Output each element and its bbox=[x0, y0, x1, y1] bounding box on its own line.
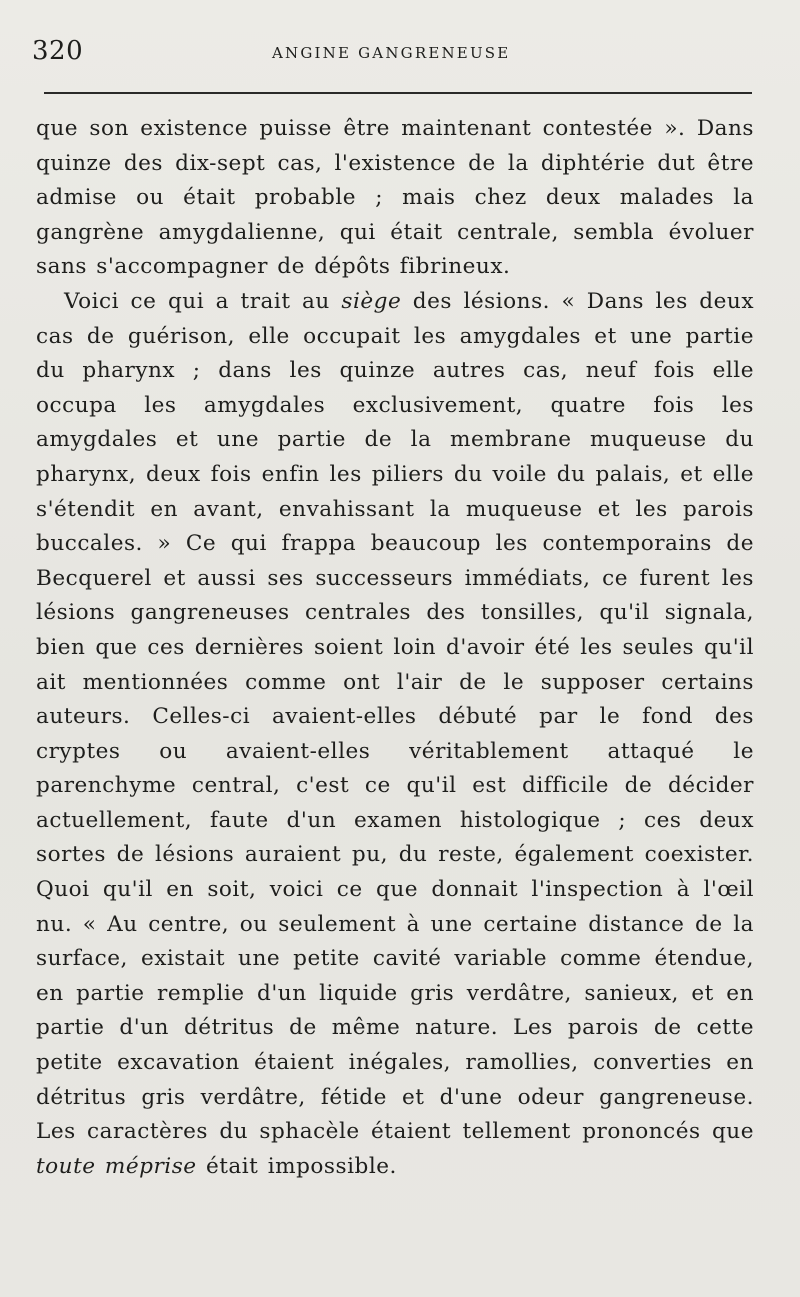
running-title: ANGINE GANGRENEUSE bbox=[272, 44, 511, 62]
paragraph-2-part-2: des lésions. « Dans les deux cas de guérison, elle occupait les amygdales et une partie du pharynx ; dans les quinze autres cas, neuf fois elle occupa les amygdales exclusivement, quatre fois les amygdales et une partie de la membrane muqueuse du pharynx, deux fois enfin les piliers du voile du palais, et elle s'étendit en avant, envahissant la muqueuse et les parois buccales. » Ce qui frappa beaucoup les contemporains de Becquerel et aussi ses successeurs immédiats, ce furent les lésions gangreneuses centrales des tonsilles, qu'il signala, bien que ces dernières soient loin d'avoir été les seules qu'il ait mentionnées comme ont l'air de le supposer certains auteurs. Celles-ci avaient-elles débuté par le fond des cryptes ou avaient-elles véritablement attaqué le parenchyme central, c'est ce qu'il est difficile de décider actuellement, faute d'un examen histologique ; ces deux sortes de lésions auraient pu, du reste, également coexister. Quoi qu'il en soit, voici ce que donnait l'inspection à l'œil nu. « Au centre, ou seulement à une certaine distance de la surface, existait une petite cavité variable comme étendue, en partie remplie d'un liquide gris verdâtre, sanieux, et en partie d'un détritus de même nature. Les parois de cette petite excavation étaient inégales, ramollies, converties en détritus gris verdâtre, fétide et d'une odeur gangreneuse. Les caractères du sphacèle étaient tellement prononcés que bbox=[36, 288, 754, 1145]
italic-term-toute-meprise: toute méprise bbox=[36, 1153, 197, 1179]
italic-term-siege: siège bbox=[341, 288, 402, 314]
paragraph-2-part-3: était impossible. bbox=[196, 1153, 397, 1179]
page-number: 320 bbox=[32, 36, 84, 66]
paragraph-1: que son existence puisse être maintenant contestée ». Dans quinze des dix-sept cas, l'existence de la diphtérie dut être admise ou était probable ; mais chez deux malades la gangrène amygdalienne, qui était centrale, sembla évoluer sans s'accompagner de dépôts fibrineux. bbox=[36, 116, 754, 280]
body-text bbox=[36, 112, 754, 1184]
paragraph-2-part-1: Voici ce qui a trait au bbox=[64, 288, 342, 314]
page-header bbox=[32, 36, 752, 76]
paragraph-2 bbox=[36, 285, 754, 1184]
header-rule bbox=[44, 92, 752, 94]
